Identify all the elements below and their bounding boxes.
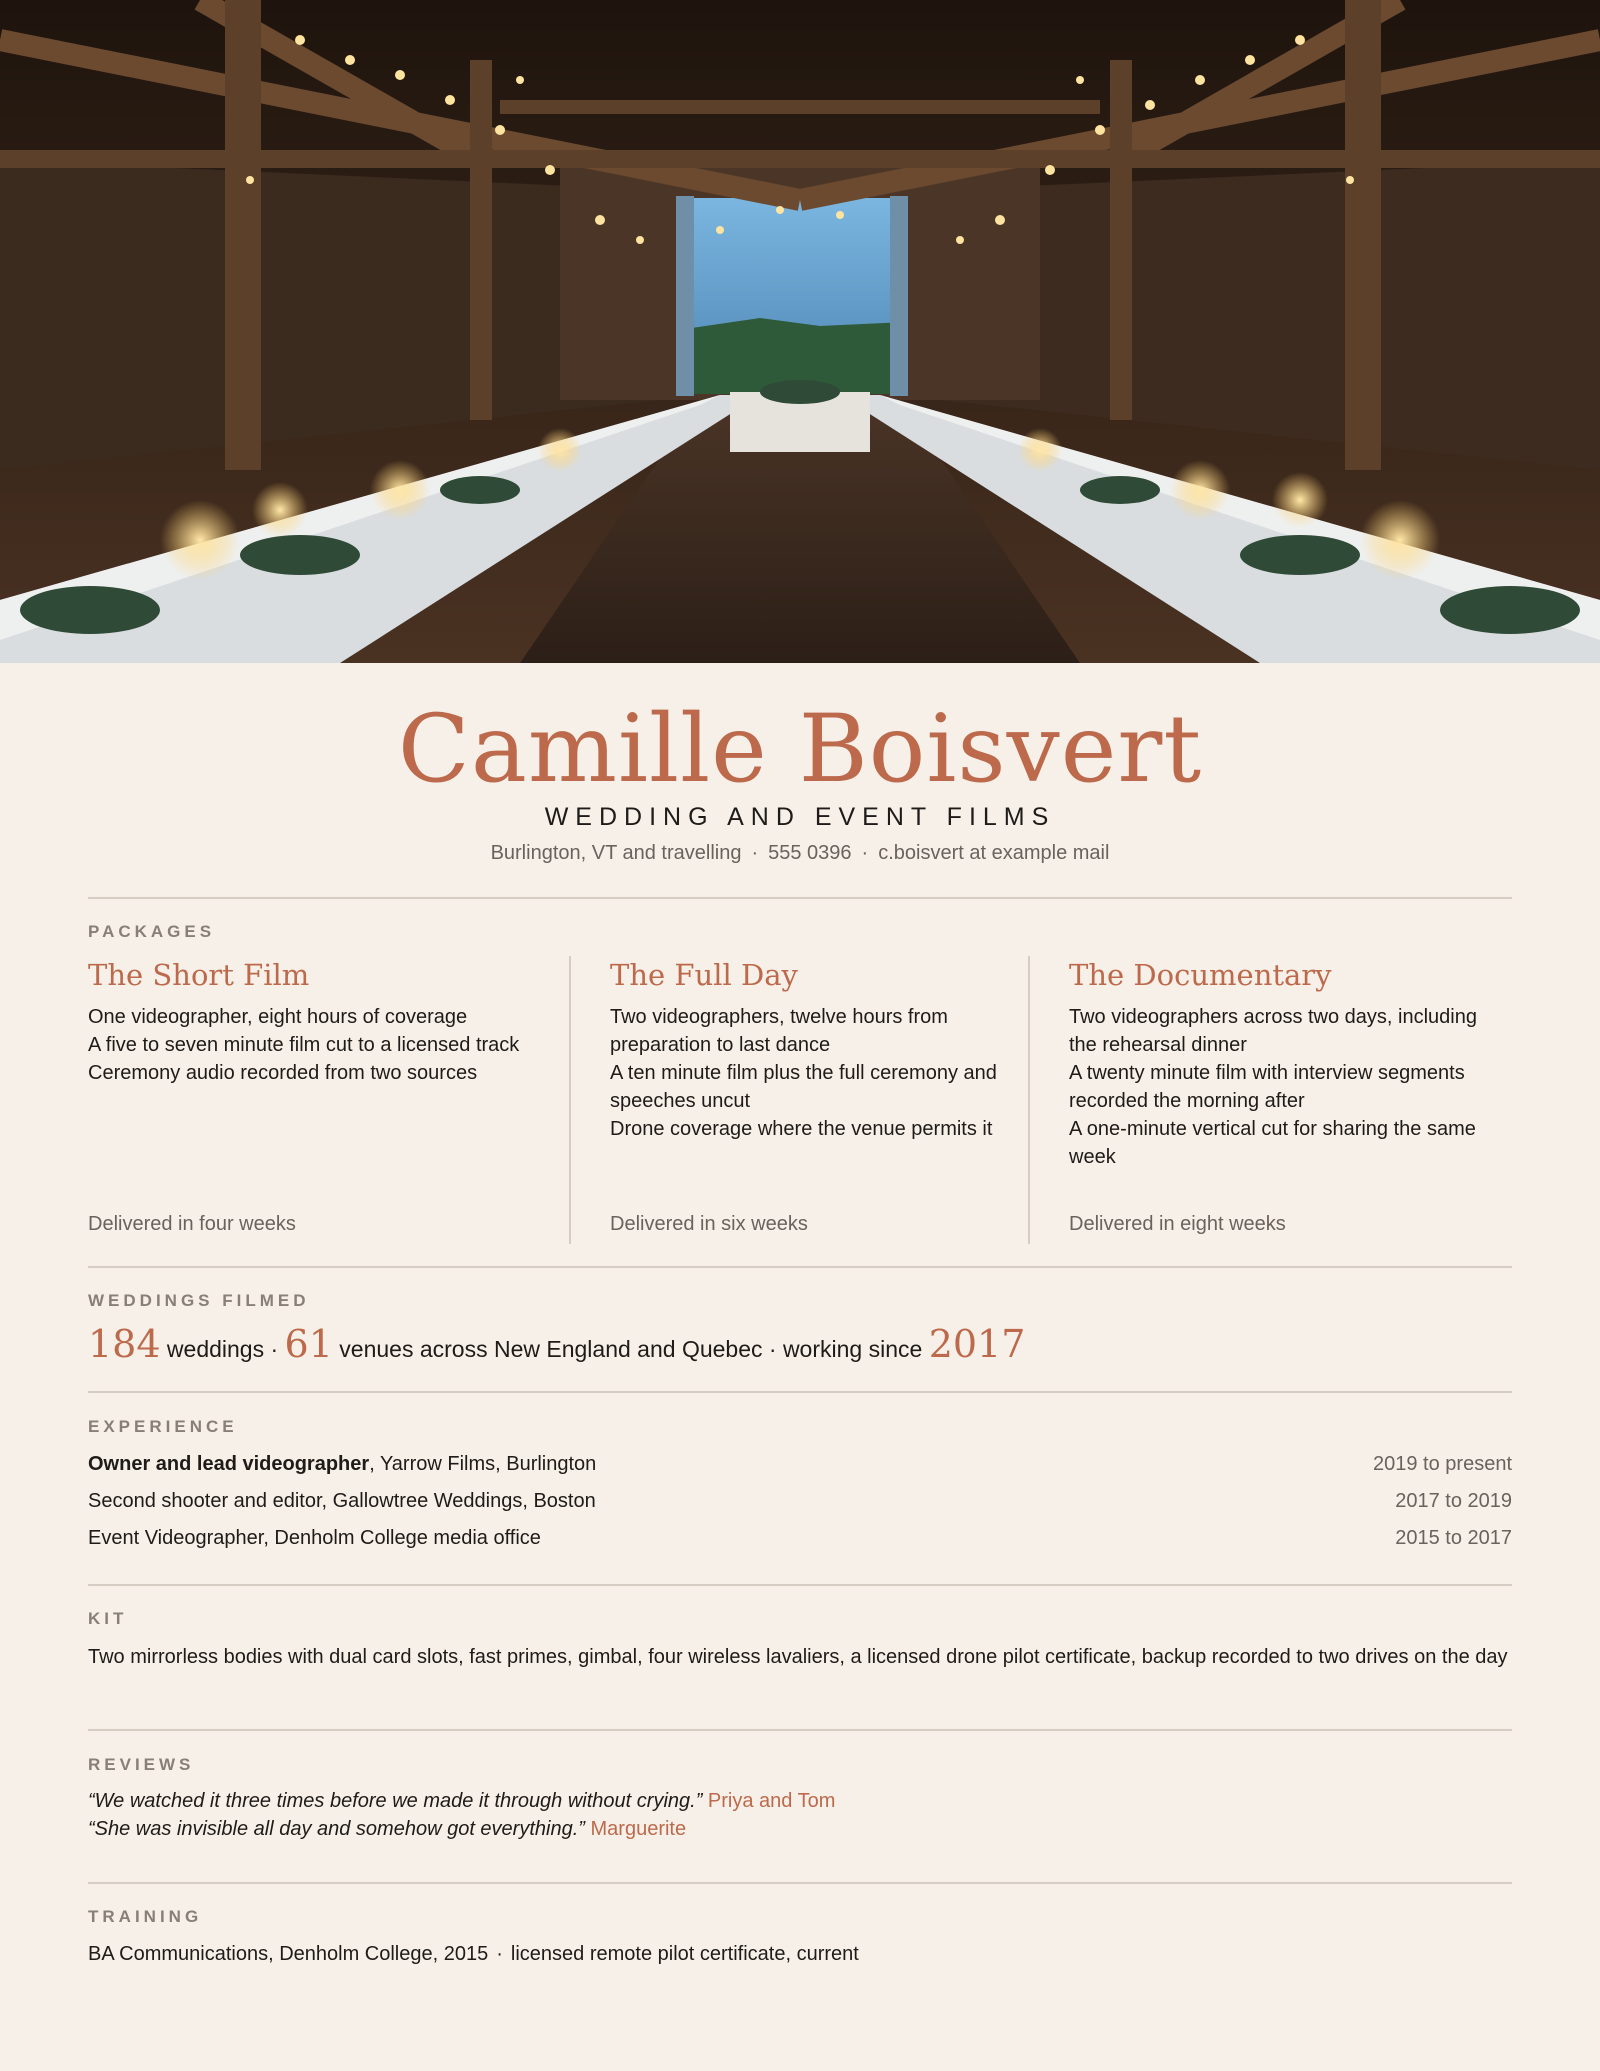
package-title: The Documentary xyxy=(1069,958,1332,992)
package-full-day xyxy=(610,955,1010,1235)
section-label-experience: EXPERIENCE xyxy=(88,1417,238,1436)
training-line xyxy=(88,1943,859,1966)
kit-text: Two mirrorless bodies with dual card slots, fast primes, gimbal, four wireless lavaliers, a licensed drone pilot certificate, backup recorded to two drives on the day xyxy=(88,1646,1508,1668)
column-divider xyxy=(569,956,571,1244)
divider xyxy=(88,1882,1512,1884)
package-delivery: Delivered in six weeks xyxy=(610,1213,808,1235)
review-author: Priya and Tom xyxy=(707,1790,836,1812)
training-cert: licensed remote pilot certificate, current xyxy=(510,1943,859,1965)
experience-role xyxy=(88,1490,596,1513)
since-year: 2017 xyxy=(928,1322,1026,1366)
barn-reception-image xyxy=(0,0,1600,663)
experience-row xyxy=(88,1453,1512,1476)
package-line: A twenty minute film with interview segments recorded the morning after xyxy=(1069,1062,1465,1112)
package-line: A five to seven minute film cut to a licensed track xyxy=(88,1034,520,1056)
section-label-weddings: WEDDINGS FILMED xyxy=(88,1291,310,1310)
hero-photo xyxy=(0,0,1600,663)
experience-dates: 2015 to 2017 xyxy=(1395,1527,1512,1549)
package-short-film xyxy=(88,955,558,1235)
venues-text: venues across New England and Quebec · working since xyxy=(339,1336,923,1362)
experience-title: Owner and lead videographer xyxy=(88,1453,370,1475)
separator: · xyxy=(496,1943,503,1965)
experience-row xyxy=(88,1490,1512,1513)
divider xyxy=(88,1729,1512,1731)
weddings-count: 184 xyxy=(88,1322,161,1366)
package-title: The Short Film xyxy=(88,958,310,992)
experience-org: Event Videographer, Denholm College media office xyxy=(88,1527,541,1549)
package-line: One videographer, eight hours of coverage xyxy=(88,1006,468,1028)
package-line: Two videographers across two days, including the rehearsal dinner xyxy=(1069,1006,1477,1056)
section-label-kit: KIT xyxy=(88,1609,128,1628)
column-divider xyxy=(1028,956,1030,1244)
training-degree: BA Communications, Denholm College, 2015 xyxy=(88,1943,489,1965)
email[interactable]: c.boisvert at example mail xyxy=(878,842,1110,864)
package-documentary xyxy=(1069,955,1509,1235)
package-title: The Full Day xyxy=(610,958,798,992)
package-line: Ceremony audio recorded from two sources xyxy=(88,1062,478,1084)
experience-dates: 2019 to present xyxy=(1373,1453,1512,1475)
experience-dates: 2017 to 2019 xyxy=(1395,1490,1512,1512)
phone[interactable]: 555 0396 xyxy=(768,842,852,864)
review-item xyxy=(88,1818,686,1841)
weddings-text: weddings · xyxy=(166,1336,279,1362)
experience-org: Second shooter and editor, Gallowtree Weddings, Boston xyxy=(88,1490,596,1512)
package-line: A ten minute film plus the full ceremony and speeches uncut xyxy=(610,1062,997,1112)
section-label-reviews: REVIEWS xyxy=(88,1755,195,1774)
package-delivery: Delivered in eight weeks xyxy=(1069,1213,1286,1235)
venues-count: 61 xyxy=(284,1322,333,1366)
weddings-stats xyxy=(88,1322,1025,1366)
divider xyxy=(88,897,1512,899)
review-quote: “She was invisible all day and somehow got everything.” xyxy=(88,1818,585,1840)
page-title: Camille Boisvert xyxy=(397,695,1203,804)
section-label-training: TRAINING xyxy=(88,1907,203,1926)
review-quote: “We watched it three times before we made it through without crying.” xyxy=(88,1790,703,1812)
divider xyxy=(88,1266,1512,1268)
tagline: WEDDING AND EVENT FILMS xyxy=(544,803,1056,831)
review-item xyxy=(88,1790,835,1813)
experience-role xyxy=(88,1527,541,1550)
separator: · xyxy=(861,842,869,864)
contact-line xyxy=(0,842,1600,865)
package-line: Two videographers, twelve hours from preparation to last dance xyxy=(610,1006,948,1056)
package-line: A one-minute vertical cut for sharing the same week xyxy=(1069,1118,1476,1168)
divider xyxy=(88,1391,1512,1393)
experience-role xyxy=(88,1453,596,1476)
separator: · xyxy=(751,842,759,864)
divider xyxy=(88,1584,1512,1586)
review-author: Marguerite xyxy=(590,1818,687,1840)
package-line: Drone coverage where the venue permits it xyxy=(610,1118,993,1140)
experience-row xyxy=(88,1527,1512,1550)
location: Burlington, VT and travelling xyxy=(490,842,742,864)
section-label-packages: PACKAGES xyxy=(88,922,216,941)
package-delivery: Delivered in four weeks xyxy=(88,1213,296,1235)
experience-org: , Yarrow Films, Burlington xyxy=(369,1453,597,1475)
